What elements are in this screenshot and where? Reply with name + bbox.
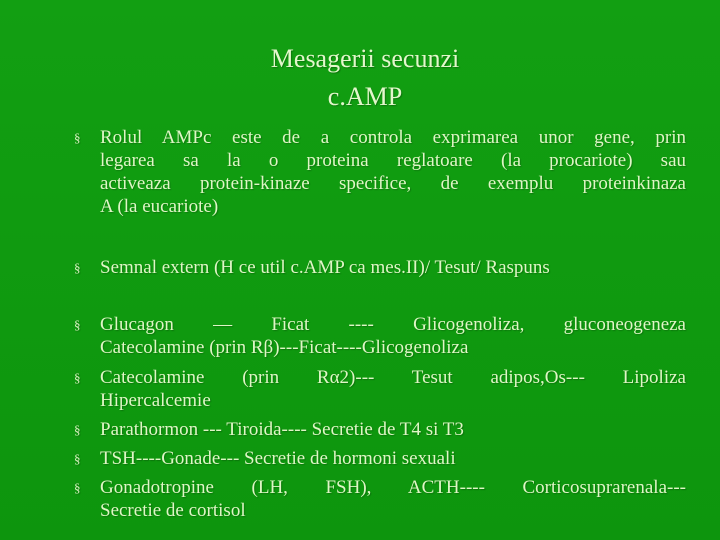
bullet-icon: § [74,451,81,466]
bullet-text [100,126,686,218]
bullet-icon: § [74,260,81,275]
title-line-1: Mesagerii secunzi [270,44,460,73]
bullet-item-tsh [74,447,686,470]
bullet-line: Rolul AMPc este de a controla exprimarea unor gene, prin [100,127,686,148]
bullet-text [100,447,686,470]
bullet-icon: § [74,370,81,385]
bullet-item-gonadotropine [74,476,686,522]
bullet-line: TSH----Gonade--- Secretie de hormoni sexuali [100,448,456,469]
bullet-item-semnal-extern [74,256,686,279]
bullet-line: Gonadotropine (LH, FSH), ACTH---- Corticosuprarenala--- [100,477,686,498]
bullet-icon: § [74,422,81,437]
bullet-text [100,476,686,522]
bullet-icon: § [74,317,81,332]
bullet-text [100,366,686,412]
bullet-line: Hipercalcemie [100,390,211,411]
slide-title [200,40,530,116]
bullet-text [100,256,686,279]
bullet-line: Catecolamine (prin Rα2)--- Tesut adipos,Os--- Lipoliza [100,367,686,388]
bullet-line: activeaza protein-kinaze specifice, de exemplu proteinkinaza [100,173,686,194]
bullet-icon: § [74,130,81,145]
bullet-line: A (la eucariote) [100,196,219,217]
title-line-2: c.AMP [327,82,403,111]
bullet-line: Catecolamine (prin Rβ)---Ficat----Glicogenoliza [100,337,469,358]
bullet-item-rolul-ampc [74,126,686,218]
bullet-item-glucagon [74,313,686,359]
bullet-line: legarea sa la o proteina reglatoare (la procariote) sau [100,150,686,171]
bullet-text [100,418,686,441]
bullet-line: Glucagon — Ficat ---- Glicogenoliza, gluconeogeneza [100,314,686,335]
bullet-line: Secretie de cortisol [100,500,246,521]
bullet-line: Semnal extern (H ce util c.AMP ca mes.II)/ Tesut/ Raspuns [100,257,550,278]
bullet-item-parathormon [74,418,686,441]
bullet-item-catecolamine-alpha [74,366,686,412]
bullet-text [100,313,686,359]
bullet-line: Parathormon --- Tiroida---- Secretie de T4 si T3 [100,419,464,440]
bullet-icon: § [74,480,81,495]
